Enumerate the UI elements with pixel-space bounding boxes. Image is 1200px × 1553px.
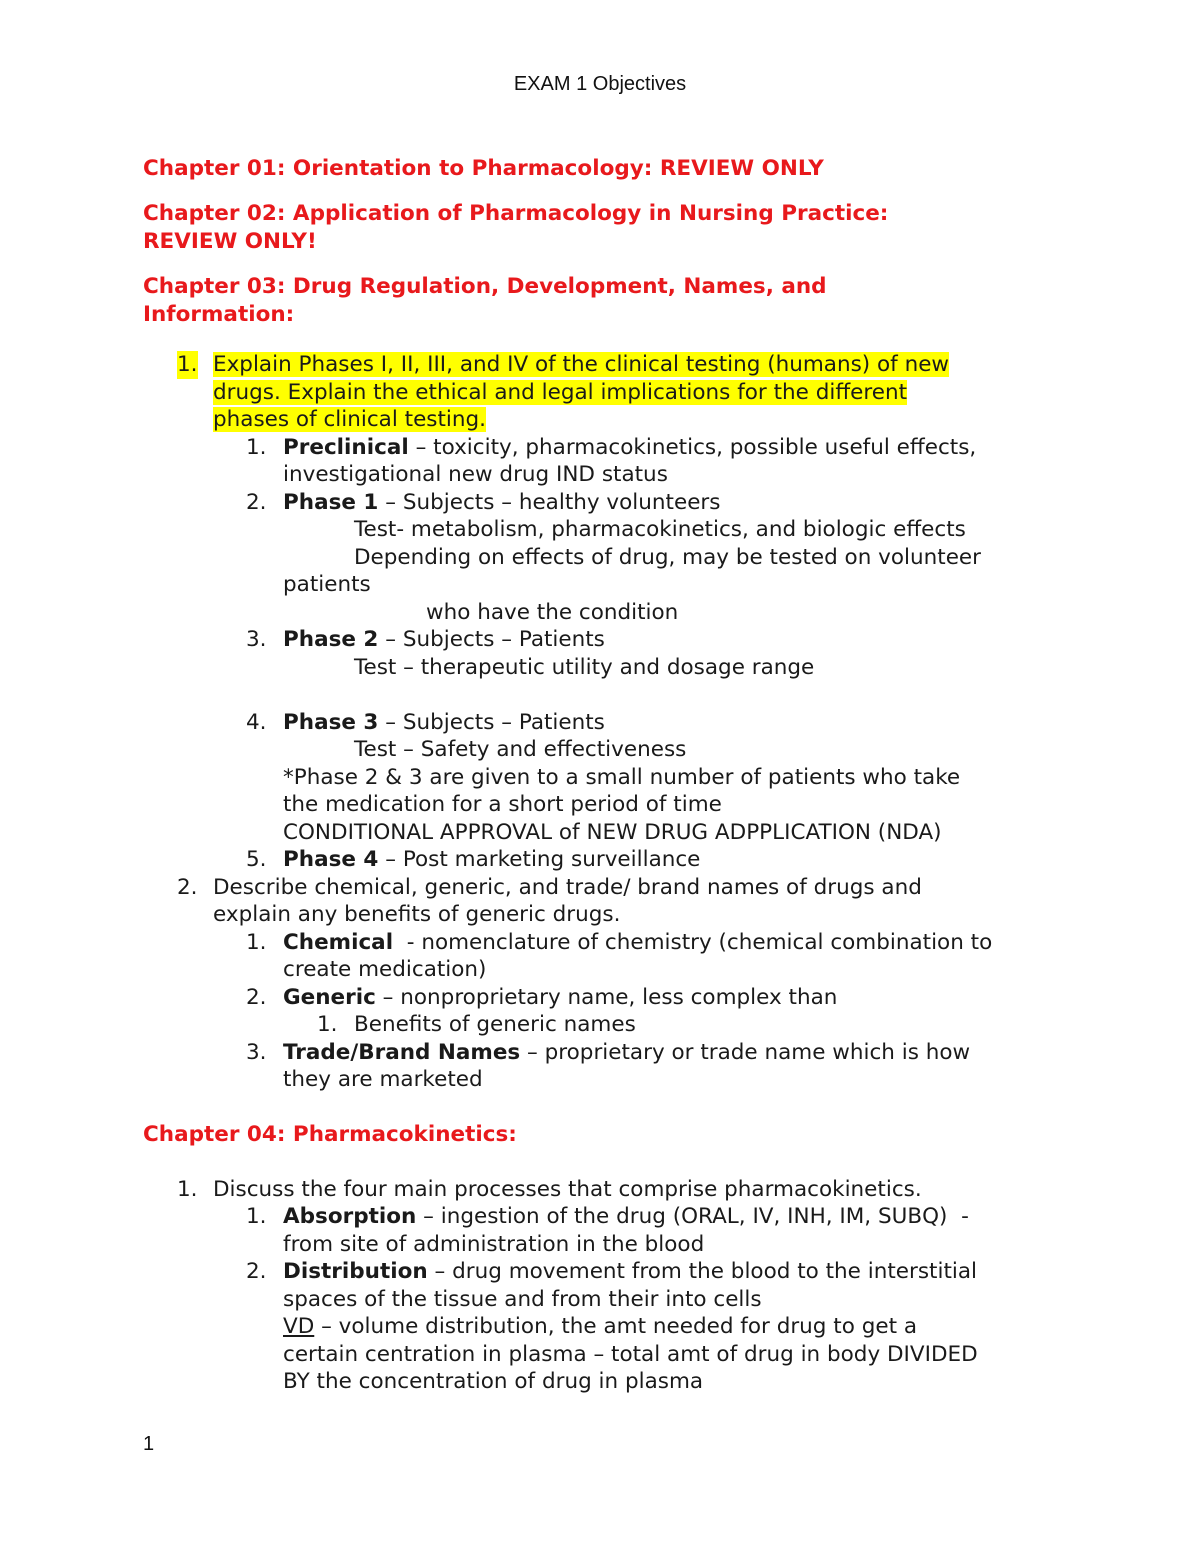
chapter-04-heading: Chapter 04: Pharmacokinetics:	[143, 1121, 517, 1147]
chapter-01-heading: Chapter 01: Orientation to Pharmacology: REVIEW ONLY	[143, 156, 824, 181]
list-item-trade-brand: 3. Trade/Brand Names – proprietary or trade name which is how they are marketed	[246, 1039, 971, 1092]
ch4-objective-1: 1. Discuss the four main processes that comprise pharmacokinetics.	[177, 1176, 922, 1202]
phase-2-test: Test – therapeutic utility and dosage range	[354, 654, 815, 680]
chapter-04-list	[143, 1176, 1063, 1396]
phase-1-patients: patients	[283, 572, 371, 597]
list-item-phase-2: 3. Phase 2 – Subjects – Patients	[246, 627, 605, 652]
chapter-03-list	[143, 351, 1063, 1094]
phase-1-condition: who have the condition	[426, 599, 679, 625]
list-number: 1.	[177, 352, 198, 377]
vd-term: VD	[283, 1314, 315, 1339]
list-item-preclinical: 1. Preclinical – toxicity, pharmacokinetics, possible useful effects, investigational new drug IND status	[246, 434, 977, 487]
list-item-generic: 2. Generic – nonproprietary name, less complex than	[246, 984, 838, 1010]
phase-3-test: Test – Safety and effectiveness	[354, 737, 687, 762]
objective-1: 1. Explain Phases I, II, III, and IV of the clinical testing (humans) of new drugs. Explain the ethical and legal implications for the different phases of clinical testing.	[177, 352, 950, 432]
phase-3-note: *Phase 2 & 3 are given to a small number of patients who take the medication for a short period of time CONDITIONAL APPROVAL of NEW DRUG ADPPLICATION (NDA)	[283, 764, 961, 845]
list-item-distribution: 2. Distribution – drug movement from the blood to the interstitial spaces of the tissue and from their into cells VD – volume distribution, the amt needed for drug to get a certain centration in plasma – total amt of drug in body DIVIDED BY the concentration of drug in plasma	[246, 1259, 978, 1394]
phase-1-depending: Depending on effects of drug, may be tested on volunteer	[354, 544, 981, 570]
page-header: EXAM 1 Objectives	[513, 73, 687, 95]
list-item-phase-1: 2. Phase 1 – Subjects – healthy volunteers	[246, 489, 721, 515]
page-number: 1	[143, 1433, 155, 1455]
list-item-phase-4: 5. Phase 4 – Post marketing surveillance	[246, 847, 701, 872]
list-item-benefits: 1. Benefits of generic names	[317, 1012, 636, 1037]
chapter-03-heading: Chapter 03: Drug Regulation, Development, Names, and Information:	[143, 274, 827, 327]
blank-line	[143, 681, 1063, 709]
phase-1-test: Test- metabolism, pharmacokinetics, and biologic effects	[354, 517, 966, 542]
objective-2: 2. Describe chemical, generic, and trade/ brand names of drugs and explain any benefits of generic drugs.	[177, 874, 922, 927]
list-item-phase-3: 4. Phase 3 – Subjects – Patients	[246, 709, 605, 735]
chapter-02-heading: Chapter 02: Application of Pharmacology in Nursing Practice: REVIEW ONLY!	[143, 201, 889, 254]
document-body	[143, 155, 1063, 1396]
list-item-absorption: 1. Absorption – ingestion of the drug (ORAL, IV, INH, IM, SUBQ) - from site of administration in the blood	[246, 1204, 969, 1257]
list-item-chemical: 1. Chemical - nomenclature of chemistry (chemical combination to create medication)	[246, 929, 993, 982]
